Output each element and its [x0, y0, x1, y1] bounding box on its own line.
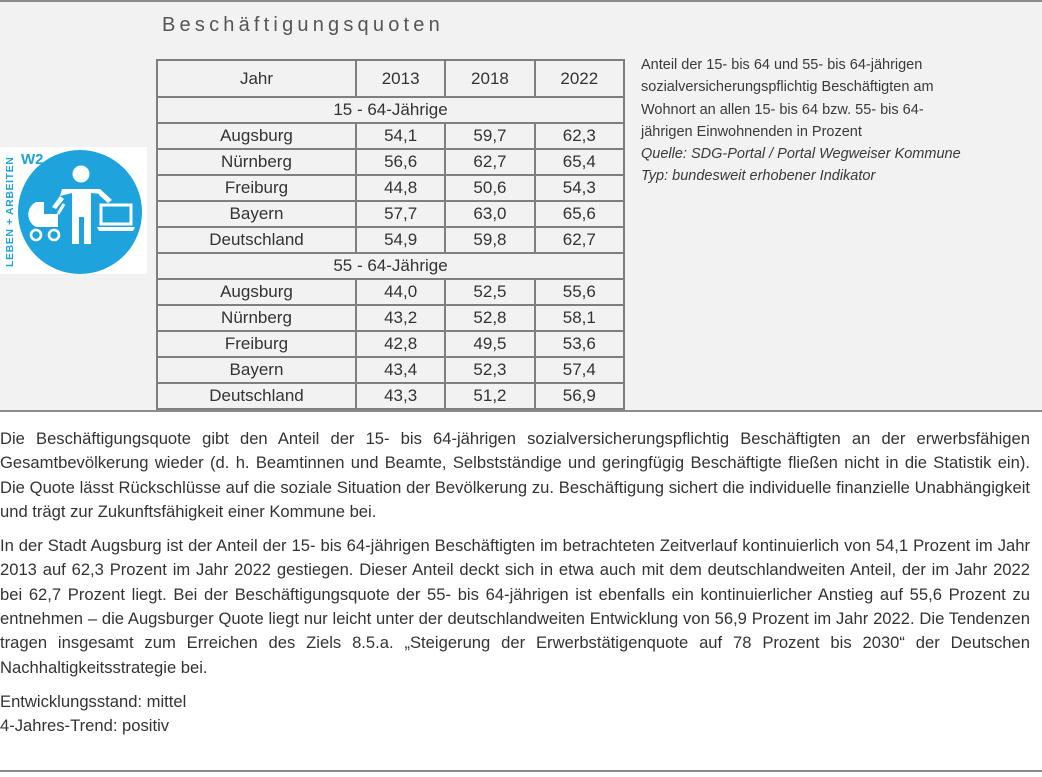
value-cell: 56,6	[356, 149, 445, 175]
region-cell: Freiburg	[157, 175, 356, 201]
table-header-row	[157, 60, 624, 97]
region-cell: Augsburg	[157, 279, 356, 305]
description-line: jährigen Einwohnenden in Prozent	[641, 123, 862, 140]
page-title: Beschäftigungsquoten	[162, 14, 444, 36]
description-line: Anteil der 15- bis 64 und 55- bis 64-jährigen	[641, 57, 923, 73]
value-cell: 54,3	[535, 175, 624, 201]
group-label: 15 - 64-Jährige	[157, 97, 624, 123]
description-line: sozialversicherungspflichtig Beschäftigten am	[641, 79, 934, 96]
value-cell: 44,8	[356, 175, 445, 201]
group-row	[157, 97, 624, 123]
table-row	[157, 279, 624, 305]
logo-side-label: LEBEN + ARBEITEN	[4, 156, 16, 267]
family-work-icon	[0, 147, 147, 274]
table-row	[157, 149, 624, 175]
value-cell: 49,5	[445, 331, 534, 357]
value-cell: 55,6	[535, 279, 624, 305]
value-cell: 57,7	[356, 201, 445, 227]
value-cell: 43,2	[356, 305, 445, 331]
value-cell: 57,4	[535, 357, 624, 383]
value-cell: 54,1	[356, 123, 445, 149]
value-cell: 54,9	[356, 227, 445, 253]
value-cell: 58,1	[535, 305, 624, 331]
region-cell: Deutschland	[157, 227, 356, 253]
header-cell: 2018	[445, 60, 534, 97]
region-cell: Freiburg	[157, 331, 356, 357]
value-cell: 52,3	[445, 357, 534, 383]
employment-rate-table	[156, 59, 625, 410]
value-cell: 63,0	[445, 201, 534, 227]
table-row	[157, 383, 624, 409]
value-cell: 50,6	[445, 175, 534, 201]
body-text	[0, 427, 1030, 739]
table-row	[157, 305, 624, 331]
region-cell: Nürnberg	[157, 305, 356, 331]
indicator-description	[641, 54, 1031, 188]
value-cell: 51,2	[445, 383, 534, 409]
region-cell: Deutschland	[157, 383, 356, 409]
paragraph: In der Stadt Augsburg ist der Anteil der 15- bis 64-jährigen Beschäftigten im betrachteten Zeitverlauf kontinuierlich von 54,1 Prozent im Jahr 2013 auf 62,3 Prozent im Jahr 2022 gestiegen. Dieser Anteil deckt sich in etwa auch mit dem deutschlandweiten Anteil, der im Jahr 2022 bei 62,7 Prozent liegt. Bei der Beschäftigungsquote der 55- bis 64-jährigen ist ebenfalls ein kontinuierlicher Anstieg auf 55,6 Prozent zu entnehmen – die Augsburger Quote liegt nur leicht unter der deutschlandweiten Entwicklung von 56,9 Prozent im Jahr 2022. Die Tendenzen tragen insgesamt zum Erreichen des Ziels 8.5.a. „Steigerung der Erwerbstätigenquote auf 78 Prozent bis 2030“ der Deutschen Nachhaltigkeitsstrategie bei.	[0, 536, 1030, 677]
group-label: 55 - 64-Jährige	[157, 253, 624, 279]
table-row	[157, 227, 624, 253]
description-line: Wohnort an allen 15- bis 64 bzw. 55- bis 64-	[641, 101, 924, 118]
table-row	[157, 331, 624, 357]
table-row	[157, 357, 624, 383]
trend-line: 4-Jahres-Trend: positiv	[0, 716, 170, 736]
logo-code: W2	[21, 151, 44, 168]
group-row	[157, 253, 624, 279]
header-cell: Jahr	[157, 60, 356, 97]
table-row	[157, 123, 624, 149]
value-cell: 56,9	[535, 383, 624, 409]
sdg-logo	[0, 147, 147, 274]
value-cell: 42,8	[356, 331, 445, 357]
header-cell: 2022	[535, 60, 624, 97]
value-cell: 53,6	[535, 331, 624, 357]
region-cell: Bayern	[157, 357, 356, 383]
paragraph: Die Beschäftigungsquote gibt den Anteil der 15- bis 64-jährigen sozialversicherungspflichtig Beschäftigten an der erwerbsfähigen Gesamtbevölkerung wieder (d. h. Beamtinnen und Beamte, Selbstständige und geringfügig Beschäftigte fließen nicht in die Statistik ein). Die Quote lässt Rückschlüsse auf die soziale Situation der Bevölkerung zu. Beschäftigung sichert die individuelle finanzielle Unabhängigkeit und trägt zur Zukunftsfähigkeit einer Kommune bei.	[0, 429, 1030, 521]
value-cell: 62,7	[445, 149, 534, 175]
region-cell: Augsburg	[157, 123, 356, 149]
type-line: Typ: bundesweit erhobener Indikator	[641, 168, 876, 185]
value-cell: 59,8	[445, 227, 534, 253]
region-cell: Bayern	[157, 201, 356, 227]
table-row	[157, 175, 624, 201]
value-cell: 62,3	[535, 123, 624, 149]
value-cell: 65,6	[535, 201, 624, 227]
table-row	[157, 201, 624, 227]
value-cell: 65,4	[535, 149, 624, 175]
value-cell: 52,5	[445, 279, 534, 305]
header-cell: 2013	[356, 60, 445, 97]
value-cell: 43,4	[356, 357, 445, 383]
value-cell: 59,7	[445, 123, 534, 149]
value-cell: 52,8	[445, 305, 534, 331]
value-cell: 62,7	[535, 227, 624, 253]
source-line: Quelle: SDG-Portal / Portal Wegweiser Kommune	[641, 146, 961, 163]
value-cell: 44,0	[356, 279, 445, 305]
value-cell: 43,3	[356, 383, 445, 409]
status-line: Entwicklungsstand: mittel	[0, 691, 187, 711]
divider	[0, 770, 1042, 772]
region-cell: Nürnberg	[157, 149, 356, 175]
